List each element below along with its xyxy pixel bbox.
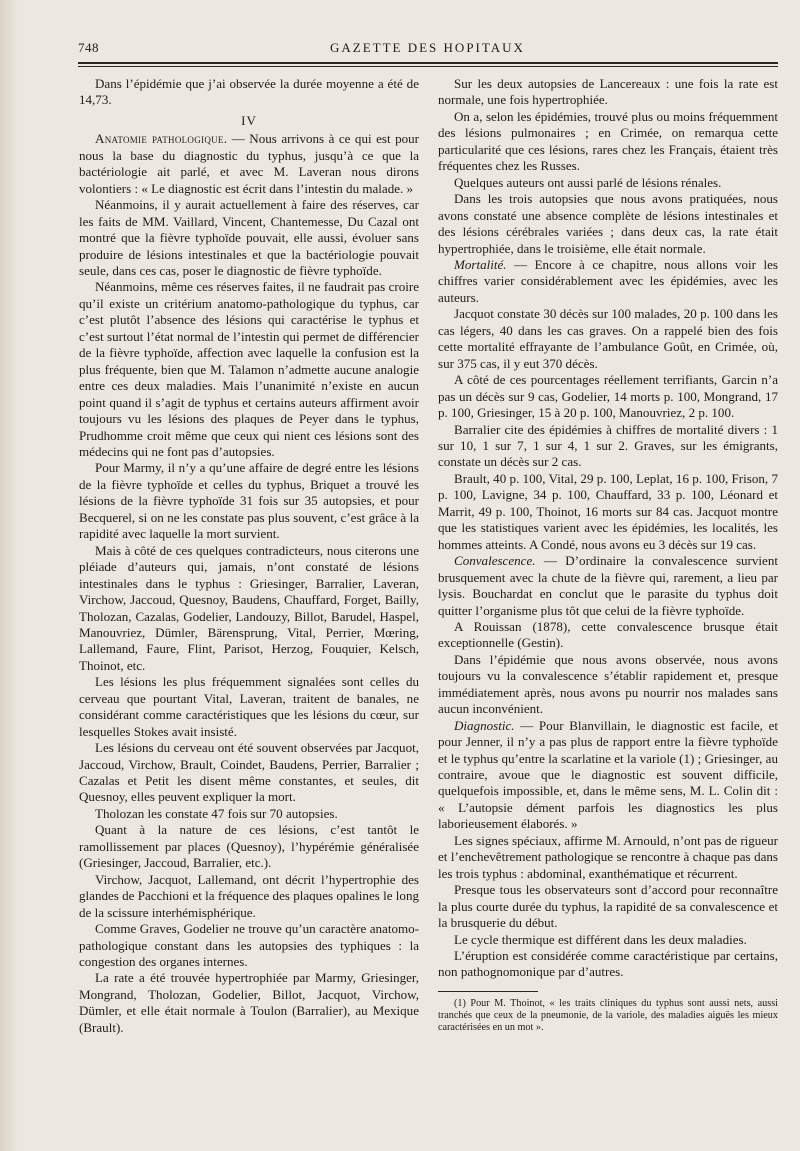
paragraph: Comme Graves, Godelier ne trouve qu’un caractère anatomo-pathologique constant dans les autopsies des typhiques : la congestion des organes internes. [79, 921, 419, 970]
right-column [438, 76, 778, 1035]
paragraph-text: — D’ordinaire la convalescence survient brusquement avec la chute de la fièvre qui, rarement, a lieu par lysis. Bouchardat en conclut que le parasite du typhus doit quitter l’organisme plus tôt que celui de la fièvre typhoïde. [438, 553, 778, 618]
paragraph: Presque tous les observateurs sont d’accord pour reconnaître la plus courte durée du typhus, la rapidité de sa convalescence et la brusquerie du début. [438, 882, 778, 931]
footnote: (1) Pour M. Thoinot, « les traits cliniques du typhus sont aussi nets, aussi tranchés que ceux de la pneumonie, de la variole, des maladies aiguës les mieux caractérisées en un mot ». [438, 997, 778, 1034]
left-column [79, 76, 419, 1036]
run-in-heading: Mortalité. [454, 256, 507, 272]
paragraph: Quant à la nature de ces lésions, c’est tantôt le ramollissement par places (Quesnoy), l’hypérémie généralisée (Griesinger, Jaccoud, Barralier, etc.). [79, 822, 419, 871]
section-number: IV [241, 112, 257, 128]
paragraph: L’éruption est considérée comme caractéristique par certains, non pathognomonique par d’autres. [438, 948, 778, 980]
run-in-heading: Diagnostic. [454, 717, 515, 733]
page-binding-edge [0, 0, 18, 1151]
paragraph: Néanmoins, même ces réserves faites, il ne faudrait pas croire qu’il existe un critérium anatomo-pathologique du typhus, car c’est plutôt l’absence des lésions qui caractérise le typhus et c’est surtout l’état normal de l’intestin qui permet de différencier de la fièvre typhoïde, affection avec laquelle la confusion est la plus fréquente, bien que M. Talamon n’admette aucune analogie entre ces deux maladies. Mais l’unanimité n’existe en aucun point quand il s’agit de typhus et certains auteurs affirment avoir toujours vu les lésions des plaques de Peyer dans le typhus, Prudhomme croit même que ceux qui nient ces lésions sont des médecins qui ne font pas d’autopsies. [79, 279, 419, 459]
paragraph: Les signes spéciaux, affirme M. Arnould, n’ont pas de rigueur et l’enchevêtrement pathologique se rencontre à chaque pas dans les trois typhus : abdominal, exanthématique et récurrent. [438, 832, 778, 881]
header-rule-thin [78, 66, 778, 67]
paragraph: Le cycle thermique est différent dans les deux maladies. [454, 931, 747, 947]
paragraph: Quelques auteurs ont aussi parlé de lésions rénales. [454, 174, 722, 190]
paragraph-mortalite [438, 257, 778, 306]
run-in-heading: Anatomie pathologique. [95, 131, 228, 147]
paragraph: Néanmoins, il y aurait actuellement à faire des réserves, car les faits de MM. Vaillard, Vincent, Chantemesse, Du Cazal ont montré que la fièvre typhoïde pouvait, elle aussi, évoluer sans produire de lésions intestinales et que la bactériologie pouvait seule, dans ces cas, poser le diagnostic de fièvre typhoïde. [79, 197, 419, 278]
page-number: 748 [78, 40, 99, 55]
paragraph: A côté de ces pourcentages réellement terrifiants, Garcin n’a pas un décès sur 9 cas, Godelier, 14 morts p. 100, Mongrand, 17 p. 100, Griesinger, 15 à 20 p. 100, Manouvriez, 2 p. 100. [438, 372, 778, 421]
paragraph: La rate a été trouvée hypertrophiée par Marmy, Griesinger, Mongrand, Tholozan, Godelier, Billot, Jacquot, Virchow, Dümler, et elle était normale à Toulon (Barralier), au Mexique (Brault). [79, 970, 419, 1035]
paragraph: A Rouissan (1878), cette convalescence brusque était exceptionnelle (Gestin). [438, 618, 778, 651]
paragraph: Dans l’épidémie que nous avons observée, nous avons toujours vu la convalescence s’établir rapidement et, presque immédiatement après, nous avons pu nourrir nos malades sans aucun inconvénient. [438, 651, 778, 717]
footnote-rule [438, 991, 538, 992]
paragraph-text: — Encore à ce chapitre, nous allons voir les chiffres varier considérablement avec les épidémies, avec les auteurs. [438, 256, 778, 305]
paragraph: Dans les trois autopsies que nous avons pratiquées, nous avons constaté une absence complète de lésions intestinales et des lésions cérébrales variées ; dans deux cas, la rate était hypertrophiée, dans le troisième, elle était normale. [438, 191, 778, 256]
paragraph: Pour Marmy, il n’y a qu’une affaire de degré entre les lésions de la fièvre typhoïde et celles du typhus, Briquet a trouvé les lésions de la fièvre typhoïde 31 fois sur 35 autopsies, et pour Becquerel, si on ne les constate pas plus souvent, c’est grâce à la rapidité avec laquelle la mort survient. [79, 460, 419, 542]
paragraph-text: — Nous arrivons à ce qui est pour nous la base du diagnostic du typhus, jusqu’à ce que la bactériologie ait parlé, et avec M. Laveran nous dirons volontiers : « Le diagnostic est écrit dans l’intestin du malade. » [79, 131, 419, 196]
paragraph: Barralier cite des épidémies à chiffres de mortalité divers : 1 sur 10, 1 sur 7, 1 sur 4, 1 sur 2. Graves, sur les émigrants, constate un décès sur 2 cas. [438, 421, 778, 470]
paragraph: On a, selon les épidémies, trouvé plus ou moins fréquemment des lésions pulmonaires ; en Crimée, on remarqua cette particularité que ces lésions, rares chez les Français, étaient très fréquentes chez les Russes. [438, 108, 778, 174]
paragraph-convalescence [438, 553, 778, 619]
header-rule-thick [78, 62, 778, 64]
paragraph: Les lésions les plus fréquemment signalées sont celles du cerveau que pourtant Vital, Laveran, traitent de banales, ne considérant comme caractéristiques que les lésions du cœur, sur lesquelles Stokes avait insisté. [79, 674, 419, 739]
paragraph: Dans l’épidémie que j’ai observée la durée moyenne a été de 14,73. [79, 76, 419, 108]
paragraph-diagnostic [438, 718, 778, 833]
paragraph: Jacquot constate 30 décès sur 100 malades, 20 p. 100 dans les cas légers, 40 dans les cas graves. On a rappelé bien des fois cette mortalité effrayante de l’ambulance Goût, en Crimée, où, sur 375 cas, il y eut 370 décès. [438, 306, 778, 371]
paragraph-anatomie [79, 131, 419, 197]
journal-title: GAZETTE DES HOPITAUX [330, 40, 525, 55]
paragraph: Sur les deux autopsies de Lancereaux : une fois la rate est normale, une fois hypertrophiée. [438, 76, 778, 108]
paragraph: Tholozan les constate 47 fois sur 70 autopsies. [95, 805, 338, 821]
paragraph: Les lésions du cerveau ont été souvent observées par Jacquot, Jaccoud, Virchow, Brault, Coindet, Baudens, Perrier, Barralier ; Cazalas et Petit les disent même constantes, et seules, dit Quesnoy, elles peuvent expliquer la mort. [79, 740, 419, 805]
run-in-heading: Convalescence. [454, 553, 536, 569]
paragraph-text: — Pour Blanvillain, le diagnostic est facile, et pour Jenner, il n’y a pas plus de rapport entre la fièvre typhoïde et le typhus qu’entre la scarlatine et la variole (1) ; Griesinger, au contraire, avoue que le diagnostic est souvent difficile, quelquefois impossible, et, dans le même sens, M. L. Colin dit : « L’autopsie dément parfois les diagnostics les plus laborieusement élaborés. » [438, 717, 778, 832]
paragraph: Brault, 40 p. 100, Vital, 29 p. 100, Leplat, 16 p. 100, Frison, 7 p. 100, Lavigne, 34 p. 100, Chauffard, 33 p. 100, Léonard et Marrit, 49 p. 100, Thoinot, 16 morts sur 84 cas. Jacquot montre que les statistiques varient avec les épidémies, les localités, les hommes atteints. A Condé, nous avons eu 3 décès sur 19 cas. [438, 470, 778, 552]
paragraph: Virchow, Jacquot, Lallemand, ont décrit l’hypertrophie des glandes de Pacchioni et la fréquence des plaques opalines le long de la scissure interhémisphérique. [79, 871, 419, 920]
paragraph: Mais à côté de ces quelques contradicteurs, nous citerons une pléiade d’auteurs qui, jamais, n’ont constaté de lésions intestinales dans le typhus : Griesinger, Barralier, Laveran, Virchow, Jaccoud, Quesnoy, Baudens, Chauffard, Forget, Bailly, Tholozan, Cazalas, Godelier, Landouzy, Billot, Barudel, Haspel, Manouvriez, Dümler, Bärensprung, Vital, Perrier, Mœring, Lallemand, Faure, Flint, Parisot, Herzog, Fouquier, Kelsch, Thoinot, etc. [79, 542, 419, 673]
